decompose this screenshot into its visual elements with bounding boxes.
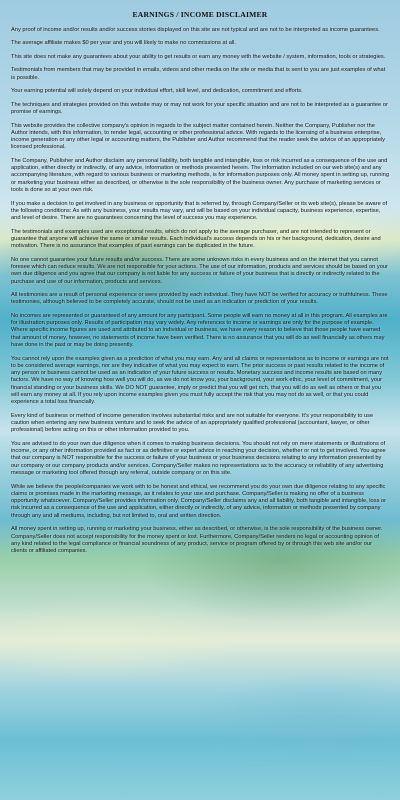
paragraph: The techniques and strategies provided on this website may or may not work for your specific situation and are not to be interpreted as a guarantee or promise of earnings. [11,101,388,116]
page-title: EARNINGS / INCOME DISCLAIMER [132,10,268,19]
paragraph: The Company, Publisher and Author disclaim any personal liability, both tangible and intangible, loss or risk incurred as a consequence of the use and application, either directly or indirectly, of any advice, information or methods presented herein. The information included on our web site(s) and any accompanying literature, with regard to various business or marketing methods, is for information purposes only. All money spent in setting up, running or marketing your business either as described, or otherwise is the sole responsibility of the business owner. Any purchase of marketing services or tools is done so at your own risk. [11,157,389,194]
paragraph: Your earning potential will solely depend on your individual effort, skill level, and dedication, commitment and efforts. [11,88,303,95]
paragraph: You are advised to do your own due diligence when it comes to making business decisions. You should not rely on mere statements or illustrations of income, or any other information provided as fact or as definitive or expert advice in reaching your decision, whether or not to get involved. You agree that our company is NOT responsible for the success or failure of your business or your business decisions relating to any information presented by our company or our company products and/or services. Company/Seller makes no representations as to the accuracy or reliability of any advertising message or marketing tool offered through any referral, outside company or on this site. [11,440,386,477]
paragraph: Testimonials from members that may be provided in emails, videos and other media on the site or media that is sent to you are just examples of what is possible. [11,67,386,81]
paragraph: Every kind of business or method of income generation involves substantial risks and are not suitable for everyone. It's your responsibility to use caution when entering any new business venture and to seek the advice of an appropriately qualified professional (accountant, lawyer, or other professional) before acting on this or other information provided to you. [11,412,374,434]
paragraph: No one cannot guarantee your future results and/or success. There are some unknown risks in every business and on the internet that you cannot foresee which can reduce results. We are not responsible for your actions. The use of our information, products and services should be based on your own due diligence and you agree that our company is not liable for any success or failure of your business that is directly or indirectly related to the purchase and use of our information, products and services. [11,256,388,285]
paragraph: All testimonies are a result of personal experience or were provided by each individual. They have NOT be verified for accuracy or truthfulness. These testimonies, although believed to be completely accurate, should not be used as an indication or prediction of your results. [11,292,388,306]
paragraph: No incomes are represented or guaranteed of any amount for any participant. Some people will earn no money at all in this program. All examples are for illustration purposes only. Results of participation may vary widely. Any references to income or earnings are only for the purpose of example. Where specific income figures are used and attributed to an individual or business, we have every reason to believe that those people have earned that amount of money, however, no statements of income have been verified. There is no assurance that you will do as well financially as others may have done in the past or may be doing presently. [11,312,388,349]
paragraph: This website provides the collective company's opinion in regards to the subject matter contained herein. Neither the Company, Publisher nor the Author intends, with this information, to render legal, accounting or other professional advice. With regards to the licensing of a business enterprise, income generation or any other legal or accounting matters, the Publisher and Author recommend that the reader seek the advice of an appropriately licensed professional. [11,122,386,151]
paragraph: While we believe the people/companies we work with to be honest and ethical, we recommend you do your own due diligence relating to any specific claims or promises made in the marketing message, as it relates to your use and purchase. Company/Seller is making no offer of a business opportunity whatsoever. Company/Seller provides information only. Company/Seller disclaims any and all liability, both tangible and intangible, loss or risk incurred as a consequence of the use and application, either directly or indirectly, of any advice, information or methods presented by company through any and all mediums, including, but not limited to, oral and written direction. [11,483,387,519]
paragraph: All money spent in setting up, running or marketing your business, either as described, or otherwise, is the sole responsibility of the business owner. Company/Seller does not accept responsibility for the money spent or lost. Furthermore, Company/Seller renders no legal or accounting opinion of any kind related to the legal compliance or financial soundness of any product, service or program offered by or through this web site and/or our clients or affiliated companies. [11,526,383,555]
paragraph: This site does not make any guarantees about your ability to get results or earn any money with the website / system, information, tools or strategies. [11,53,386,60]
paragraph: Any proof of income and/or results and/or success stories displayed on this site are not typical and are not to be interpreted as income guarantees. [11,27,380,33]
paragraph: The average affiliate makes $0 per year and you will likely to make no commissions at all. [11,40,236,47]
paragraph: You cannot rely upon the examples given as a prediction of what you may earn. Any and all claims or representations as to income or earnings are not to be considered average earnings, nor are they indicative of what you may expect to earn. The prior success or past results related to the income of any person or business cannot be used as an indication of your future success or results. Monetary success and income results are based on many factors. We have no way of knowing how well you will do, as we do not know you, your background, your work ethic, your level of commitment, your financial standing or your business skills. We DO NOT guarantee, imply or predict that you will get rich, that you will do as well as others or that you will earn any money at all. If you rely upon income examples given you must fully accept the risk that you may not do as well, or that you could experience a total loss financially. [11,355,389,406]
paragraph: The testimonials and examples used are exceptional results, which do not apply to the average purchaser, and are not intended to represent or guarantee that anyone will achieve the same or similar results. Each individual's success depends on his or her background, dedication, desire and motivation. There is no assurance that examples of past earnings can be duplicated in the future. [11,228,381,250]
paragraph: If you make a decision to get involved in any business or opportunity that is referred by, through Company/Seller or its web site(s), please be aware of the following conditions: As with any business, your results may vary, and will be based on your individual capacity, business experience, expertise, and level of desire. There are no guarantees concerning the level of success you may experience. [11,200,388,222]
